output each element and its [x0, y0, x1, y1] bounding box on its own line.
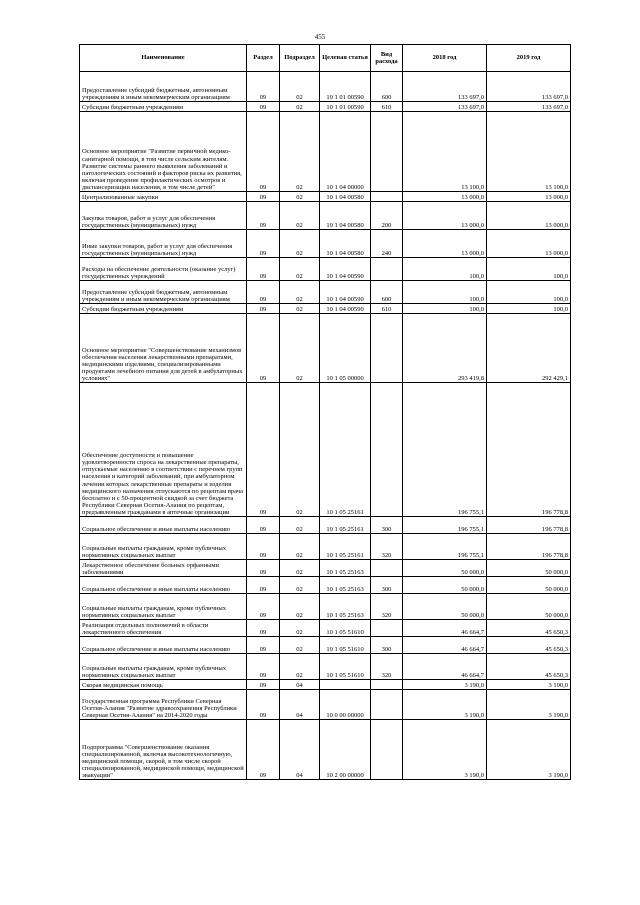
table-row	[80, 594, 571, 620]
table-row	[80, 654, 571, 680]
row-2018: 13 100,0	[403, 112, 487, 192]
row-2018: 196 755,1	[403, 383, 487, 517]
row-2019: 196 778,8	[487, 517, 571, 534]
header-2019: 2019 год	[487, 45, 571, 72]
row-vid: 240	[371, 230, 403, 258]
row-podrazdel: 02	[280, 654, 320, 680]
row-name: Субсидии бюджетным учреждениям	[80, 304, 247, 314]
table-row	[80, 637, 571, 654]
row-2018: 3 190,0	[403, 680, 487, 690]
row-2019: 45 650,3	[487, 637, 571, 654]
row-2018: 13 000,0	[403, 230, 487, 258]
row-name: Социальное обеспечение и иные выплаты населению	[80, 517, 247, 534]
row-razdel: 09	[247, 72, 280, 102]
row-2019: 50 000,0	[487, 594, 571, 620]
row-razdel: 09	[247, 281, 280, 304]
table-row	[80, 102, 571, 112]
row-vid	[371, 620, 403, 637]
row-name: Предоставление субсидий бюджетным, автономным учреждениям и иным некоммерческим организациям	[80, 72, 247, 102]
row-name: Расходы на обеспечение деятельности (оказание услуг) государственных учреждений	[80, 258, 247, 281]
row-vid: 610	[371, 102, 403, 112]
budget-table	[79, 44, 571, 780]
row-name: Основное мероприятие "Совершенствование механизмов обеспечения населения лекарственными препаратами, медицинскими изделиями, специализированными продуктами лечебного питания для детей в амбулаторных условиях"	[80, 314, 247, 383]
row-target: 10 1 05 25163	[320, 560, 371, 577]
row-target: 10 1 05 25161	[320, 534, 371, 560]
row-vid	[371, 192, 403, 202]
row-target: 10 1 05 25161	[320, 383, 371, 517]
row-podrazdel: 02	[280, 517, 320, 534]
row-name: Реализация отдельных полномочий в области лекарственного обеспечения	[80, 620, 247, 637]
row-podrazdel: 02	[280, 258, 320, 281]
row-2019: 45 650,3	[487, 654, 571, 680]
header-vid: Вид расхода	[371, 45, 403, 72]
row-2019: 13 000,0	[487, 202, 571, 230]
row-razdel: 09	[247, 637, 280, 654]
table-row	[80, 304, 571, 314]
row-2018: 3 190,0	[403, 720, 487, 780]
header-2018: 2018 год	[403, 45, 487, 72]
row-vid: 300	[371, 517, 403, 534]
table-row	[80, 577, 571, 594]
header-podrazdel: Подраздел	[280, 45, 320, 72]
row-razdel: 09	[247, 202, 280, 230]
row-target: 10 1 04 00580	[320, 192, 371, 202]
row-2018: 100,0	[403, 304, 487, 314]
row-razdel: 09	[247, 594, 280, 620]
row-podrazdel: 02	[280, 637, 320, 654]
row-name: Закупка товаров, работ и услуг для обеспечения государственных (муниципальных) нужд	[80, 202, 247, 230]
row-razdel: 09	[247, 560, 280, 577]
row-2018: 50 000,0	[403, 560, 487, 577]
row-podrazdel: 02	[280, 534, 320, 560]
row-podrazdel: 02	[280, 192, 320, 202]
header-target: Целевая статья	[320, 45, 371, 72]
row-name: Скорая медицинская помощь	[80, 680, 247, 690]
row-vid: 610	[371, 304, 403, 314]
row-2019: 3 190,0	[487, 690, 571, 720]
row-target: 10 1 05 25163	[320, 594, 371, 620]
row-vid: 200	[371, 202, 403, 230]
row-target: 10 1 01 00590	[320, 102, 371, 112]
row-vid	[371, 690, 403, 720]
row-vid	[371, 720, 403, 780]
row-target: 10 1 05 51610	[320, 637, 371, 654]
row-2018: 133 697,0	[403, 102, 487, 112]
row-2018: 133 697,0	[403, 72, 487, 102]
row-razdel: 09	[247, 534, 280, 560]
row-razdel: 09	[247, 112, 280, 192]
row-vid: 300	[371, 637, 403, 654]
row-vid: 320	[371, 534, 403, 560]
row-2019: 196 778,8	[487, 534, 571, 560]
header-row	[80, 45, 571, 72]
row-target: 10 1 04 00580	[320, 230, 371, 258]
row-razdel: 09	[247, 383, 280, 517]
row-vid: 600	[371, 281, 403, 304]
row-podrazdel: 04	[280, 720, 320, 780]
row-vid	[371, 383, 403, 517]
row-razdel: 09	[247, 230, 280, 258]
row-vid	[371, 560, 403, 577]
row-podrazdel: 02	[280, 594, 320, 620]
row-razdel: 09	[247, 620, 280, 637]
row-2019: 13 000,0	[487, 192, 571, 202]
row-podrazdel: 02	[280, 102, 320, 112]
table-row	[80, 620, 571, 637]
row-target: 10 1 04 00590	[320, 258, 371, 281]
row-podrazdel: 02	[280, 112, 320, 192]
row-2019: 45 650,3	[487, 620, 571, 637]
row-razdel: 09	[247, 680, 280, 690]
row-2019: 196 778,8	[487, 383, 571, 517]
row-target: 10 1 04 00590	[320, 304, 371, 314]
row-name: Подпрограмма "Совершенствование оказания специализированной, включая высокотехнологичную, медицинской помощи, скорой, в том числе скорой специализированной, медицинской помощи, медицинской эвакуации"	[80, 720, 247, 780]
row-name: Социальное обеспечение и иные выплаты населению	[80, 577, 247, 594]
header-razdel: Раздел	[247, 45, 280, 72]
row-target: 10 1 05 51610	[320, 620, 371, 637]
row-target: 10 1 04 00580	[320, 202, 371, 230]
row-2018: 50 000,0	[403, 577, 487, 594]
row-2019: 133 697,0	[487, 102, 571, 112]
row-name: Социальные выплаты гражданам, кроме публичных нормативных социальных выплат	[80, 534, 247, 560]
row-podrazdel: 02	[280, 304, 320, 314]
row-razdel: 09	[247, 314, 280, 383]
row-razdel: 09	[247, 577, 280, 594]
row-razdel: 09	[247, 654, 280, 680]
row-vid: 320	[371, 594, 403, 620]
row-podrazdel: 04	[280, 690, 320, 720]
row-2019: 100,0	[487, 304, 571, 314]
row-2018: 50 000,0	[403, 594, 487, 620]
table-row	[80, 560, 571, 577]
row-podrazdel: 02	[280, 560, 320, 577]
row-target: 10 2 00 00000	[320, 720, 371, 780]
table-row	[80, 72, 571, 102]
row-name: Обеспечение доступности и повышение удовлетворенности спроса на лекарственные препараты, отпускаемые населению в соответствии с перечнем групп населения и категорий заболеваний, при амбулаторном лечении которых лекарственные препараты и изделия медицинского назначения отпускаются по рецептам врача бесплатно и с 50-процентной скидкой за счет бюджета Республики Северная Осетия-Алания по рецептам, предъявленным гражданами в аптечные организации	[80, 383, 247, 517]
row-vid	[371, 258, 403, 281]
table-row	[80, 281, 571, 304]
row-target: 10 1 05 25161	[320, 517, 371, 534]
row-razdel: 09	[247, 304, 280, 314]
row-target: 10 1 01 00590	[320, 72, 371, 102]
row-2018: 3 190,0	[403, 690, 487, 720]
table-row	[80, 680, 571, 690]
table-row	[80, 202, 571, 230]
row-podrazdel: 02	[280, 202, 320, 230]
table-row	[80, 534, 571, 560]
table-row	[80, 112, 571, 192]
row-2019: 50 000,0	[487, 577, 571, 594]
row-2019: 3 190,0	[487, 720, 571, 780]
row-razdel: 09	[247, 720, 280, 780]
page-number: 455	[314, 33, 326, 41]
row-podrazdel: 02	[280, 281, 320, 304]
row-razdel: 09	[247, 102, 280, 112]
row-2019: 13 000,0	[487, 230, 571, 258]
row-name: Социальное обеспечение и иные выплаты населению	[80, 637, 247, 654]
table-row	[80, 230, 571, 258]
row-vid: 320	[371, 654, 403, 680]
row-target: 10 1 05 00000	[320, 314, 371, 383]
row-2018: 100,0	[403, 281, 487, 304]
row-2019: 133 697,0	[487, 72, 571, 102]
table-row	[80, 258, 571, 281]
row-name: Лекарственное обеспечение больных орфанными заболеваниями	[80, 560, 247, 577]
row-2018: 46 664,7	[403, 654, 487, 680]
row-razdel: 09	[247, 690, 280, 720]
row-target: 10 1 05 25163	[320, 577, 371, 594]
row-name: Централизованные закупки	[80, 192, 247, 202]
table-row	[80, 720, 571, 780]
row-razdel: 09	[247, 517, 280, 534]
header-name: Наименование	[80, 45, 247, 72]
table-row	[80, 517, 571, 534]
table-row	[80, 192, 571, 202]
row-vid: 300	[371, 577, 403, 594]
row-2018: 13 000,0	[403, 192, 487, 202]
row-podrazdel: 02	[280, 230, 320, 258]
row-2019: 100,0	[487, 281, 571, 304]
row-podrazdel: 02	[280, 620, 320, 637]
row-2019: 3 190,0	[487, 680, 571, 690]
row-2019: 13 100,0	[487, 112, 571, 192]
row-name: Социальные выплаты гражданам, кроме публичных нормативных социальных выплат	[80, 594, 247, 620]
row-2018: 46 664,7	[403, 620, 487, 637]
row-name: Социальные выплаты гражданам, кроме публичных нормативных социальных выплат	[80, 654, 247, 680]
row-2019: 50 000,0	[487, 560, 571, 577]
row-target: 10 1 05 51610	[320, 654, 371, 680]
row-target: 10 1 04 00590	[320, 281, 371, 304]
row-target: 10 0 00 00000	[320, 690, 371, 720]
row-name: Государственная программа Республики Северная Осетия-Алания "Развитие здравоохранения Республики Северная Осетия-Алания" на 2014-2020 годы	[80, 690, 247, 720]
row-2018: 13 000,0	[403, 202, 487, 230]
row-2018: 46 664,7	[403, 637, 487, 654]
row-podrazdel: 02	[280, 72, 320, 102]
table-row	[80, 383, 571, 517]
row-vid	[371, 680, 403, 690]
row-razdel: 09	[247, 192, 280, 202]
row-name: Субсидии бюджетным учреждениям	[80, 102, 247, 112]
row-podrazdel: 04	[280, 680, 320, 690]
row-2018: 196 755,1	[403, 517, 487, 534]
row-name: Основное мероприятие "Развитие первичной медико-санитарной помощи, в том числе сельским жителям. Развитие системы раннего выявления заболеваний и патологических состояний и факторов риска их развития, включая проведение профилактических осмотров и диспансеризации населения, в том числе детей"	[80, 112, 247, 192]
table-row	[80, 314, 571, 383]
row-name: Иные закупки товаров, работ и услуг для обеспечения государственных (муниципальных) нужд	[80, 230, 247, 258]
row-vid	[371, 112, 403, 192]
row-vid: 600	[371, 72, 403, 102]
row-name: Предоставление субсидий бюджетным, автономным учреждениям и иным некоммерческим организациям	[80, 281, 247, 304]
row-vid	[371, 314, 403, 383]
row-2018: 293 419,8	[403, 314, 487, 383]
table-row	[80, 690, 571, 720]
row-2019: 292 429,1	[487, 314, 571, 383]
row-razdel: 09	[247, 258, 280, 281]
row-podrazdel: 02	[280, 314, 320, 383]
row-target: 10 1 04 00000	[320, 112, 371, 192]
row-2018: 100,0	[403, 258, 487, 281]
row-podrazdel: 02	[280, 383, 320, 517]
row-podrazdel: 02	[280, 577, 320, 594]
row-target	[320, 680, 371, 690]
row-2019: 100,0	[487, 258, 571, 281]
row-2018: 196 755,1	[403, 534, 487, 560]
